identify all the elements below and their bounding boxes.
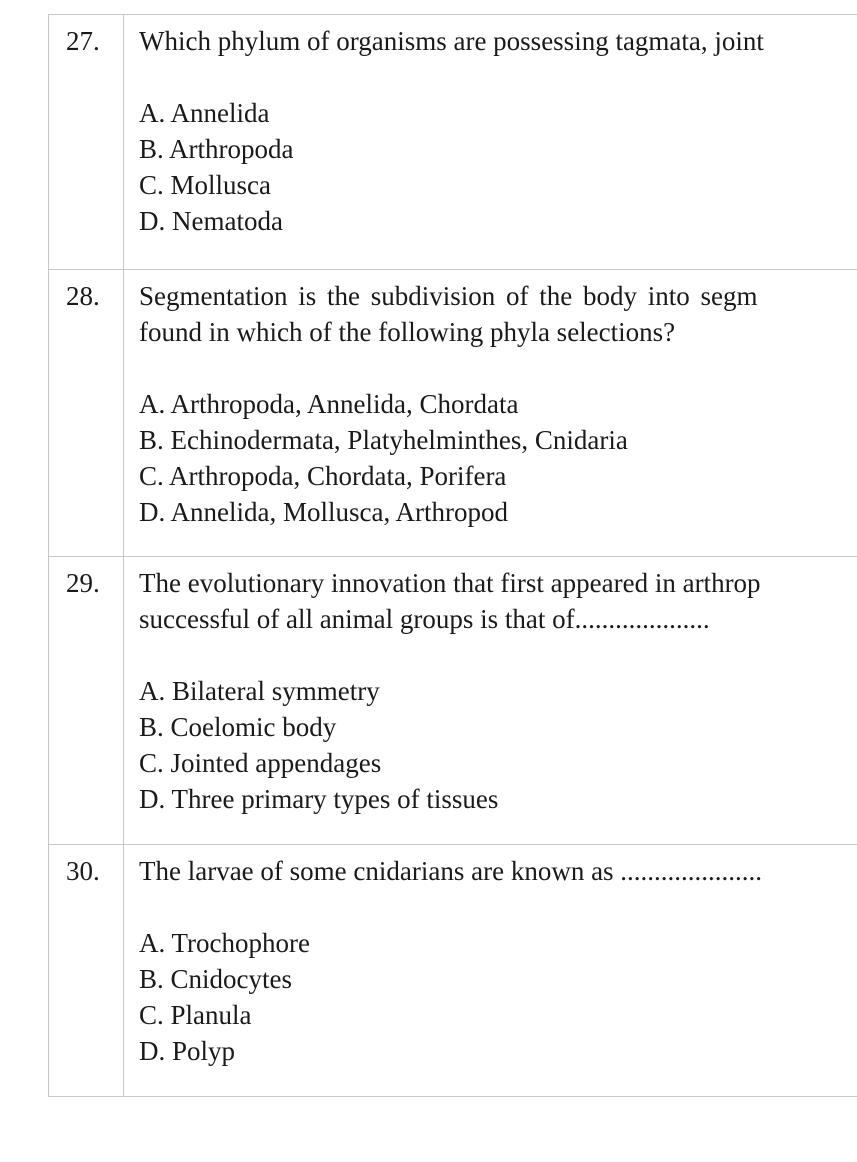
question-row — [49, 270, 857, 557]
question-number: 28. — [49, 270, 124, 557]
option-list — [139, 95, 857, 239]
question-stem: The larvae of some cnidarians are known as ..................... — [139, 856, 763, 886]
option-b: B. Arthropoda — [139, 134, 294, 164]
option-d: D. Three primary types of tissues — [139, 784, 499, 814]
option-list — [139, 386, 857, 530]
option-b: B. Cnidocytes — [139, 964, 292, 994]
question-table — [48, 14, 857, 1097]
option-d: D. Polyp — [139, 1036, 236, 1066]
option-c: C. Planula — [139, 1000, 252, 1030]
question-row — [49, 15, 857, 270]
question-stem: Which phylum of organisms are possessing tagmata, joint — [139, 26, 764, 56]
option-list — [139, 925, 857, 1069]
question-stem: The evolutionary innovation that first appeared in arthrop — [139, 568, 761, 598]
question-stem: Segmentation is the subdivision of the body into segm — [139, 281, 758, 311]
option-a: A. Bilateral symmetry — [139, 676, 380, 706]
question-number: 29. — [49, 557, 124, 845]
option-d: D. Nematoda — [139, 206, 283, 236]
question-stem: successful of all animal groups is that of.................... — [139, 604, 710, 634]
option-a: A. Arthropoda, Annelida, Chordata — [139, 389, 519, 419]
question-body — [124, 270, 857, 557]
option-a: A. Trochophore — [139, 928, 311, 958]
question-body — [124, 15, 857, 270]
option-a: A. Annelida — [139, 98, 270, 128]
option-b: B. Echinodermata, Platyhelminthes, Cnidaria — [139, 425, 628, 455]
option-c: C. Jointed appendages — [139, 748, 382, 778]
option-b: B. Coelomic body — [139, 712, 337, 742]
question-stem: found in which of the following phyla selections? — [139, 317, 676, 347]
option-list — [139, 673, 857, 817]
question-body — [124, 557, 857, 845]
question-body — [124, 845, 857, 1097]
question-number: 30. — [49, 845, 124, 1097]
question-row — [49, 557, 857, 845]
option-c: C. Mollusca — [139, 170, 271, 200]
option-d: D. Annelida, Mollusca, Arthropod — [139, 497, 508, 527]
question-number: 27. — [49, 15, 124, 270]
option-c: C. Arthropoda, Chordata, Porifera — [139, 461, 507, 491]
question-row — [49, 845, 857, 1097]
